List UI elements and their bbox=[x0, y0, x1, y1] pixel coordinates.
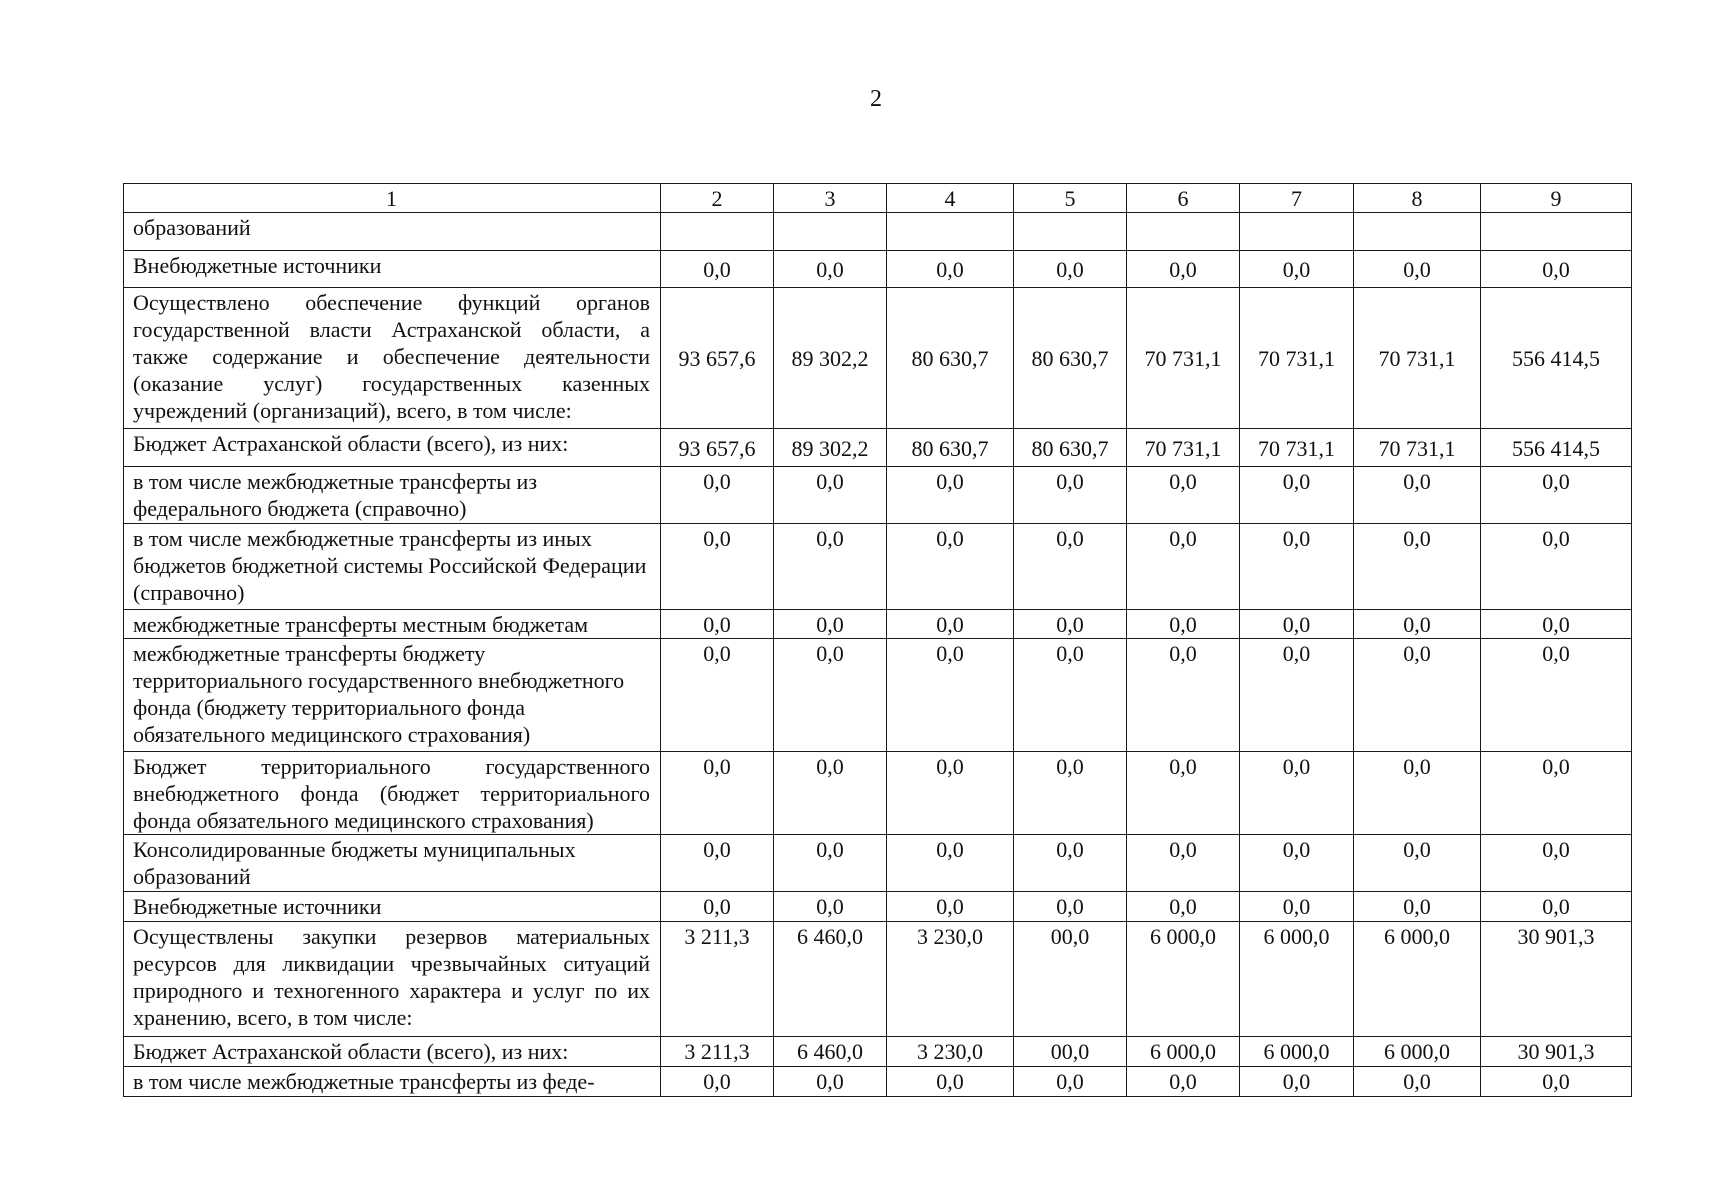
value-cell: 3 230,0 bbox=[887, 1037, 1014, 1067]
value-cell: 0,0 bbox=[661, 251, 774, 288]
value-cell: 0,0 bbox=[1014, 752, 1127, 835]
table-row bbox=[124, 288, 1632, 429]
value-cell: 0,0 bbox=[1240, 639, 1354, 752]
value-cell: 0,0 bbox=[1240, 610, 1354, 639]
value-cell bbox=[1354, 213, 1481, 251]
value-cell: 80 630,7 bbox=[1014, 288, 1127, 429]
value-cell: 6 000,0 bbox=[1127, 922, 1240, 1037]
header-cell: 7 bbox=[1240, 184, 1354, 213]
value-cell: 0,0 bbox=[661, 610, 774, 639]
value-cell: 30 901,3 bbox=[1481, 922, 1632, 1037]
value-cell bbox=[1240, 213, 1354, 251]
row-label: Бюджет Астраханской области (всего), из них: bbox=[124, 1037, 661, 1067]
value-cell bbox=[887, 213, 1014, 251]
value-cell: 556 414,5 bbox=[1481, 429, 1632, 467]
value-cell: 0,0 bbox=[1354, 835, 1481, 892]
value-cell: 0,0 bbox=[887, 752, 1014, 835]
value-cell: 0,0 bbox=[1354, 639, 1481, 752]
value-cell: 0,0 bbox=[1127, 524, 1240, 610]
value-cell: 0,0 bbox=[1014, 610, 1127, 639]
value-cell: 0,0 bbox=[1481, 1067, 1632, 1097]
value-cell: 0,0 bbox=[661, 1067, 774, 1097]
row-label: Бюджет территориального государственного внебюджетного фонда (бюджет территориального фонда обязательного медицинского страхования) bbox=[124, 752, 661, 835]
value-cell: 0,0 bbox=[1354, 467, 1481, 524]
row-label: в том числе межбюджетные трансферты из иных бюджетов бюджетной системы Российской Федерации (справочно) bbox=[124, 524, 661, 610]
value-cell bbox=[1481, 213, 1632, 251]
table-row bbox=[124, 213, 1632, 251]
value-cell: 0,0 bbox=[774, 1067, 887, 1097]
value-cell: 0,0 bbox=[774, 639, 887, 752]
value-cell: 0,0 bbox=[887, 467, 1014, 524]
value-cell: 70 731,1 bbox=[1127, 288, 1240, 429]
value-cell: 0,0 bbox=[1354, 610, 1481, 639]
header-cell: 5 bbox=[1014, 184, 1127, 213]
value-cell: 0,0 bbox=[1014, 892, 1127, 922]
row-label: Консолидированные бюджеты муниципальных образований bbox=[124, 835, 661, 892]
value-cell: 0,0 bbox=[887, 892, 1014, 922]
value-cell: 0,0 bbox=[887, 639, 1014, 752]
value-cell: 80 630,7 bbox=[887, 429, 1014, 467]
value-cell: 0,0 bbox=[1481, 639, 1632, 752]
header-cell: 8 bbox=[1354, 184, 1481, 213]
value-cell: 0,0 bbox=[1481, 835, 1632, 892]
value-cell: 0,0 bbox=[1481, 892, 1632, 922]
header-cell: 3 bbox=[774, 184, 887, 213]
value-cell: 6 000,0 bbox=[1240, 1037, 1354, 1067]
value-cell: 556 414,5 bbox=[1481, 288, 1632, 429]
value-cell: 0,0 bbox=[1354, 752, 1481, 835]
table-row bbox=[124, 610, 1632, 639]
value-cell: 89 302,2 bbox=[774, 429, 887, 467]
value-cell: 30 901,3 bbox=[1481, 1037, 1632, 1067]
value-cell: 0,0 bbox=[1014, 835, 1127, 892]
row-label: в том числе межбюджетные трансферты из федерального бюджета (справочно) bbox=[124, 467, 661, 524]
value-cell: 0,0 bbox=[1354, 1067, 1481, 1097]
row-label: Осуществлены закупки резервов материальных ресурсов для ликвидации чрезвычайных ситуаций природного и техногенного характера и услуг по их хранению, всего, в том числе: bbox=[124, 922, 661, 1037]
value-cell: 0,0 bbox=[1127, 467, 1240, 524]
table-row bbox=[124, 835, 1632, 892]
value-cell: 93 657,6 bbox=[661, 429, 774, 467]
value-cell: 0,0 bbox=[774, 251, 887, 288]
header-cell: 2 bbox=[661, 184, 774, 213]
row-label: Бюджет Астраханской области (всего), из них: bbox=[124, 429, 661, 467]
value-cell: 0,0 bbox=[774, 524, 887, 610]
value-cell bbox=[774, 213, 887, 251]
header-cell: 9 bbox=[1481, 184, 1632, 213]
value-cell: 70 731,1 bbox=[1354, 429, 1481, 467]
value-cell: 0,0 bbox=[1240, 835, 1354, 892]
value-cell: 0,0 bbox=[774, 467, 887, 524]
value-cell: 0,0 bbox=[1014, 467, 1127, 524]
value-cell: 0,0 bbox=[1240, 892, 1354, 922]
value-cell bbox=[1014, 213, 1127, 251]
value-cell: 0,0 bbox=[1240, 467, 1354, 524]
value-cell: 6 460,0 bbox=[774, 922, 887, 1037]
header-cell: 4 bbox=[887, 184, 1014, 213]
table-row bbox=[124, 922, 1632, 1037]
value-cell bbox=[661, 213, 774, 251]
row-label: в том числе межбюджетные трансферты из феде- bbox=[124, 1067, 661, 1097]
table-row bbox=[124, 1067, 1632, 1097]
value-cell: 0,0 bbox=[1354, 524, 1481, 610]
value-cell: 0,0 bbox=[1014, 524, 1127, 610]
row-label: Осуществлено обеспечение функций органов государственной власти Астраханской области, а также содержание и обеспечение деятельности (оказание услуг) государственных казенных учреждений (организаций), всего, в том числе: bbox=[124, 288, 661, 429]
table-row bbox=[124, 429, 1632, 467]
page-number: 2 bbox=[870, 86, 882, 112]
value-cell: 0,0 bbox=[1127, 639, 1240, 752]
value-cell: 70 731,1 bbox=[1354, 288, 1481, 429]
value-cell: 3 211,3 bbox=[661, 922, 774, 1037]
row-label: Внебюджетные источники bbox=[124, 251, 661, 288]
value-cell: 0,0 bbox=[887, 524, 1014, 610]
value-cell: 00,0 bbox=[1014, 922, 1127, 1037]
value-cell: 0,0 bbox=[1240, 251, 1354, 288]
header-cell: 1 bbox=[124, 184, 661, 213]
value-cell: 93 657,6 bbox=[661, 288, 774, 429]
value-cell: 0,0 bbox=[774, 610, 887, 639]
value-cell: 6 000,0 bbox=[1354, 922, 1481, 1037]
value-cell: 0,0 bbox=[887, 1067, 1014, 1097]
value-cell: 80 630,7 bbox=[887, 288, 1014, 429]
value-cell: 0,0 bbox=[661, 524, 774, 610]
row-label: образований bbox=[124, 213, 661, 251]
value-cell: 3 211,3 bbox=[661, 1037, 774, 1067]
value-cell: 0,0 bbox=[887, 610, 1014, 639]
header-cell: 6 bbox=[1127, 184, 1240, 213]
value-cell: 0,0 bbox=[774, 835, 887, 892]
value-cell: 0,0 bbox=[661, 467, 774, 524]
table-row bbox=[124, 752, 1632, 835]
value-cell: 0,0 bbox=[1354, 251, 1481, 288]
value-cell: 0,0 bbox=[1481, 251, 1632, 288]
value-cell: 0,0 bbox=[1127, 752, 1240, 835]
value-cell: 0,0 bbox=[1240, 1067, 1354, 1097]
value-cell: 3 230,0 bbox=[887, 922, 1014, 1037]
value-cell: 0,0 bbox=[1481, 610, 1632, 639]
header-row bbox=[124, 184, 1632, 213]
value-cell: 0,0 bbox=[1014, 639, 1127, 752]
value-cell: 0,0 bbox=[1481, 467, 1632, 524]
table-row bbox=[124, 639, 1632, 752]
value-cell: 0,0 bbox=[887, 835, 1014, 892]
value-cell: 0,0 bbox=[774, 752, 887, 835]
table-row bbox=[124, 251, 1632, 288]
value-cell: 6 000,0 bbox=[1354, 1037, 1481, 1067]
value-cell: 0,0 bbox=[661, 752, 774, 835]
value-cell: 0,0 bbox=[774, 892, 887, 922]
value-cell: 0,0 bbox=[661, 639, 774, 752]
value-cell: 0,0 bbox=[1354, 892, 1481, 922]
table-row bbox=[124, 1037, 1632, 1067]
value-cell: 70 731,1 bbox=[1240, 288, 1354, 429]
value-cell: 89 302,2 bbox=[774, 288, 887, 429]
value-cell: 80 630,7 bbox=[1014, 429, 1127, 467]
value-cell: 0,0 bbox=[1127, 1067, 1240, 1097]
budget-table bbox=[123, 183, 1632, 1097]
value-cell: 0,0 bbox=[1014, 1067, 1127, 1097]
value-cell: 0,0 bbox=[661, 892, 774, 922]
table-row bbox=[124, 467, 1632, 524]
table-row bbox=[124, 524, 1632, 610]
value-cell bbox=[1127, 213, 1240, 251]
value-cell: 6 000,0 bbox=[1127, 1037, 1240, 1067]
value-cell: 6 460,0 bbox=[774, 1037, 887, 1067]
value-cell: 0,0 bbox=[1014, 251, 1127, 288]
row-label: межбюджетные трансферты местным бюджетам bbox=[124, 610, 661, 639]
value-cell: 0,0 bbox=[1127, 835, 1240, 892]
row-label: Внебюджетные источники bbox=[124, 892, 661, 922]
value-cell: 0,0 bbox=[1240, 524, 1354, 610]
value-cell: 0,0 bbox=[1127, 610, 1240, 639]
value-cell: 0,0 bbox=[1240, 752, 1354, 835]
value-cell: 6 000,0 bbox=[1240, 922, 1354, 1037]
row-label: межбюджетные трансферты бюджету территориального государственного внебюджетного фонда (бюджету территориального фонда обязательного медицинского страхования) bbox=[124, 639, 661, 752]
value-cell: 70 731,1 bbox=[1127, 429, 1240, 467]
value-cell: 0,0 bbox=[1127, 892, 1240, 922]
value-cell: 0,0 bbox=[1127, 251, 1240, 288]
value-cell: 0,0 bbox=[661, 835, 774, 892]
value-cell: 0,0 bbox=[887, 251, 1014, 288]
value-cell: 0,0 bbox=[1481, 524, 1632, 610]
value-cell: 70 731,1 bbox=[1240, 429, 1354, 467]
value-cell: 0,0 bbox=[1481, 752, 1632, 835]
value-cell: 00,0 bbox=[1014, 1037, 1127, 1067]
table-row bbox=[124, 892, 1632, 922]
